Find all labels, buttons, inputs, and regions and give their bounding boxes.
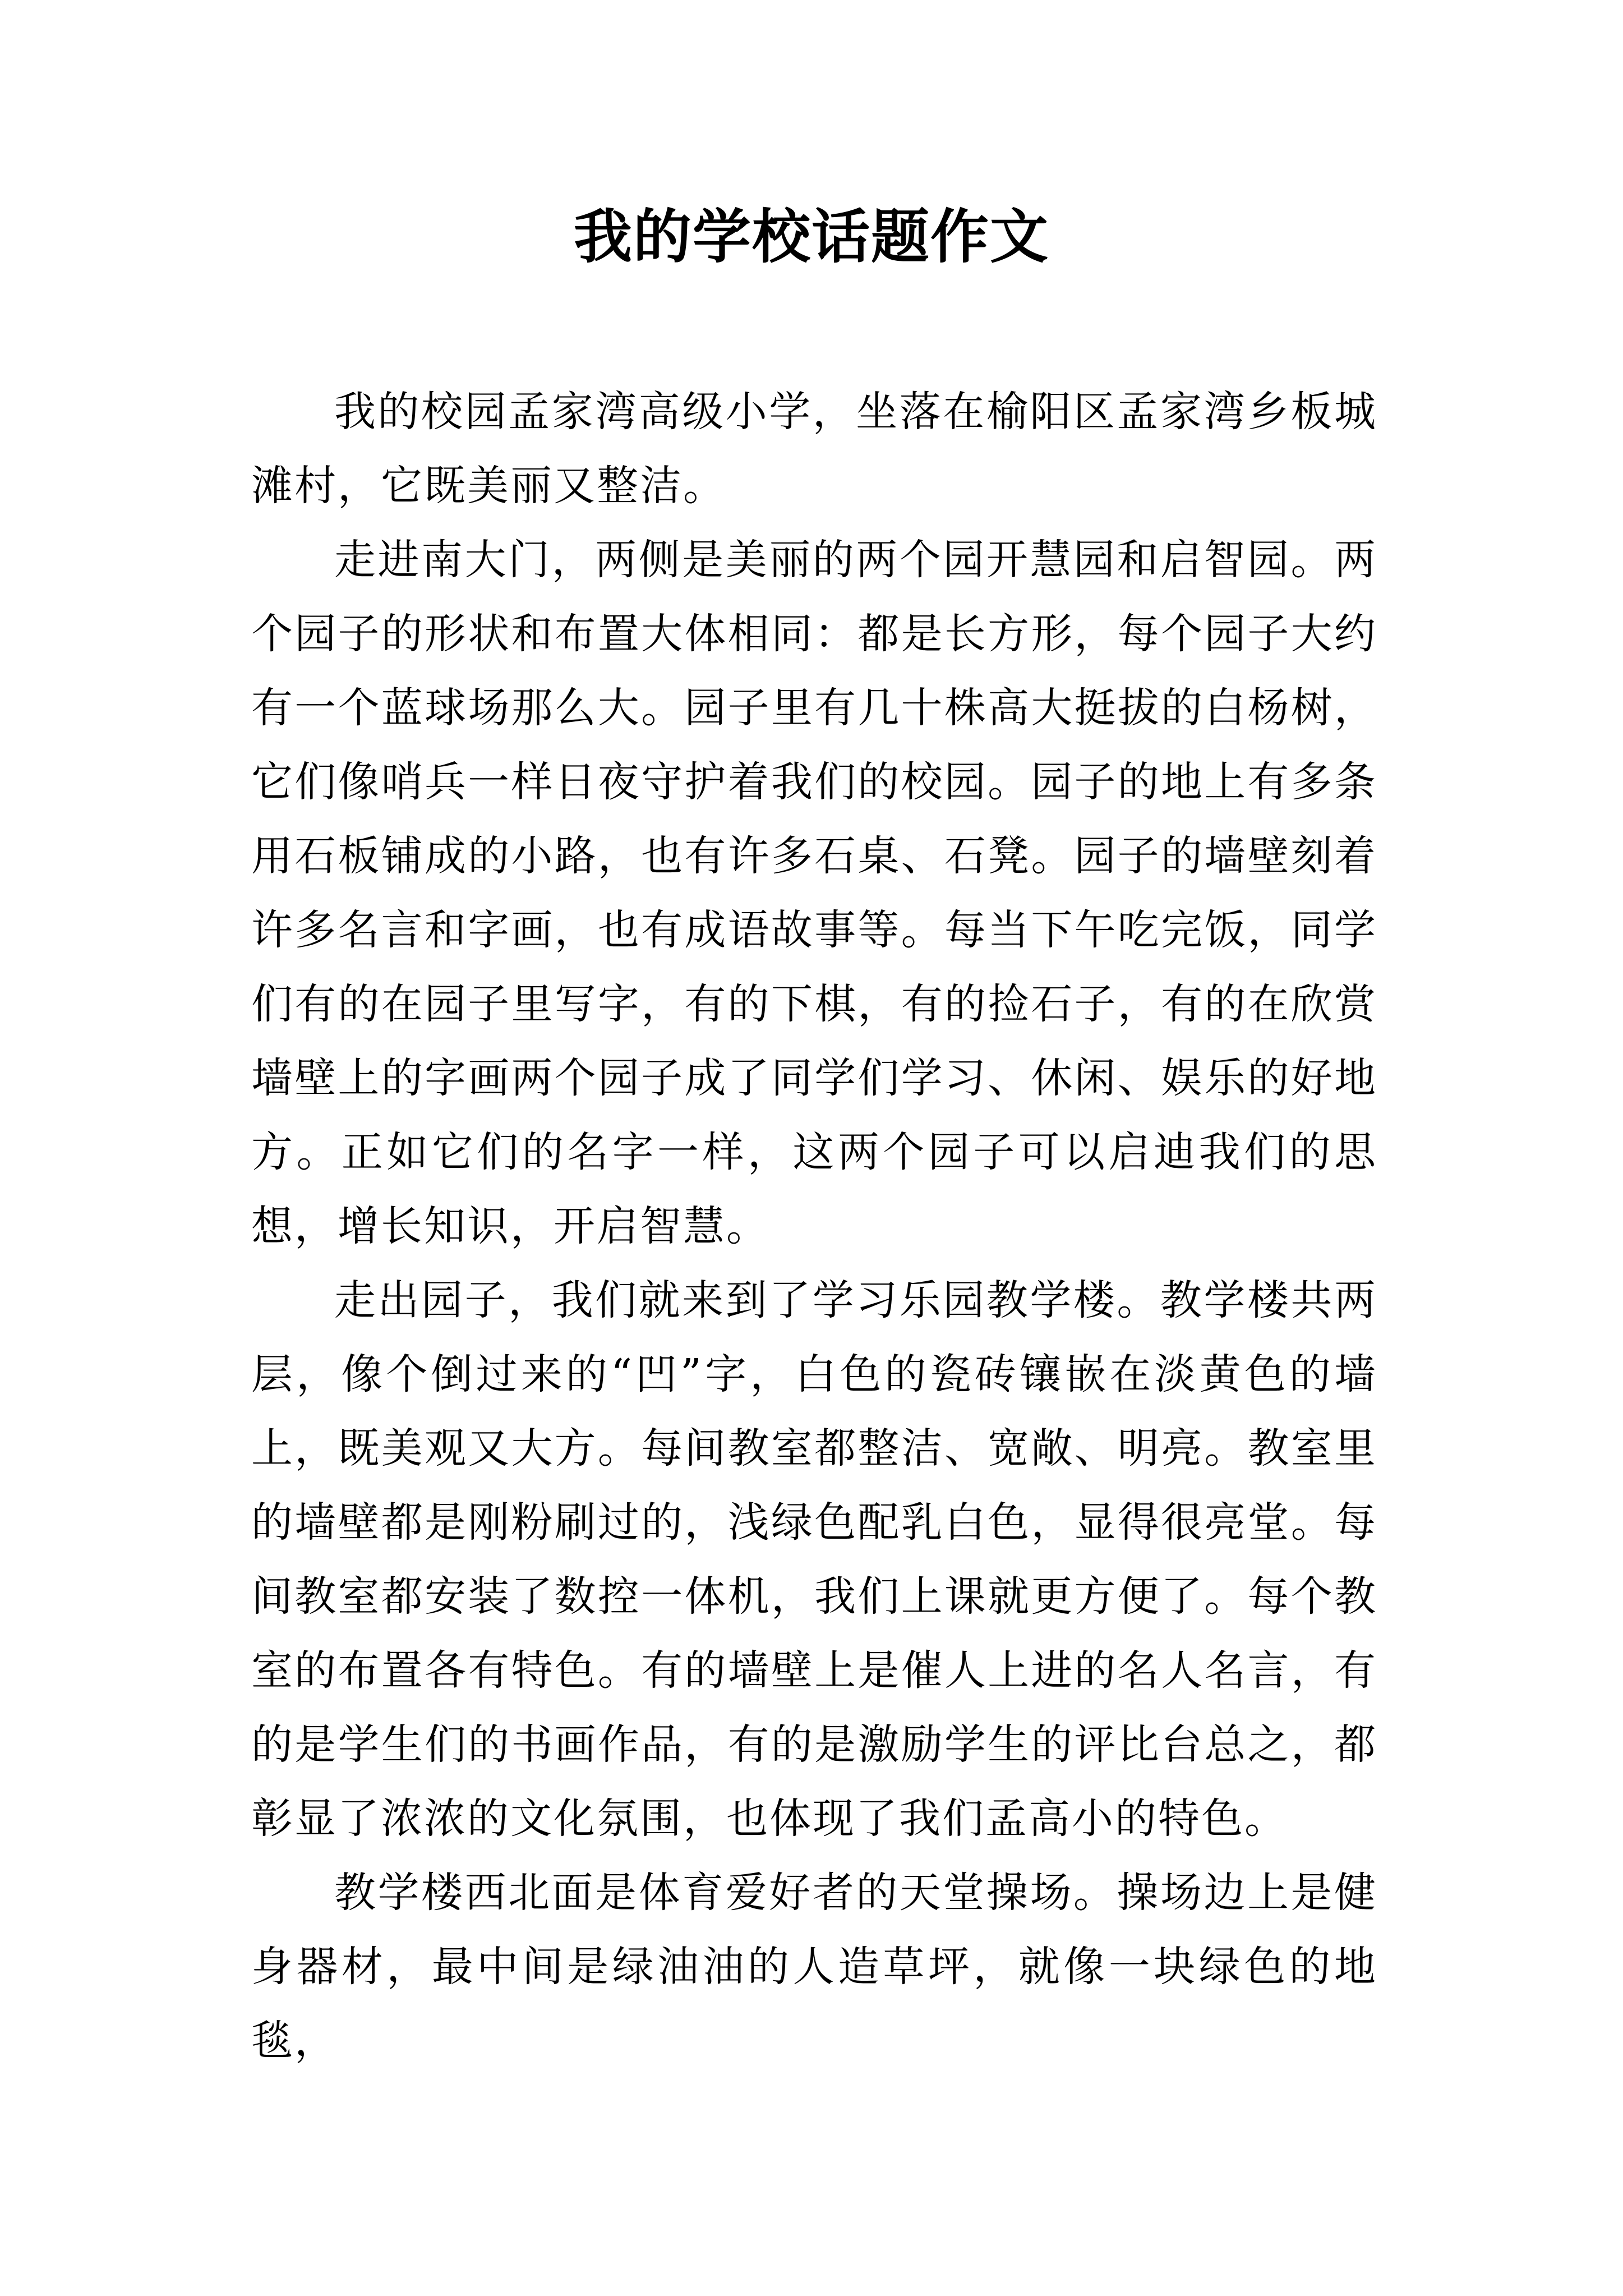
paragraph: 走出园子，我们就来到了学习乐园教学楼。教学楼共两层，像个倒过来的“凹”字，白色的瓷砖镶嵌在淡黄色的墙上，既美观又大方。每间教室都整洁、宽敞、明亮。教室里的墙壁都是刚粉刷过的，浅绿色配乳白色，显得很亮堂。每间教室都安装了数控一体机，我们上课就更方便了。每个教室的布置各有特色。有的墙壁上是催人上进的名人名言，有的是学生们的书画作品，有的是激励学生的评比台总之，都彰显了浓浓的文化氛围，也体现了我们孟高小的特色。 xyxy=(251,1276,1377,1843)
document-body xyxy=(251,375,1377,2078)
paragraph: 教学楼西北面是体育爱好者的天堂操场。操场边上是健身器材，最中间是绿油油的人造草坪，就像一块绿色的地毯， xyxy=(251,1869,1377,2065)
document-title: 我的学校话题作文 xyxy=(573,202,1049,271)
paragraph: 走进南大门，两侧是美丽的两个园开慧园和启智园。两个园子的形状和布置大体相同：都是长方形，每个园子大约有一个蓝球场那么大。园子里有几十株高大挺拔的白杨树，它们像哨兵一样日夜守护着我们的校园。园子的地上有多条用石板铺成的小路，也有许多石桌、石凳。园子的墙壁刻着许多名言和字画，也有成语故事等。每当下午吃完饭，同学们有的在园子里写字，有的下棋，有的捡石子，有的在欣赏墙壁上的字画两个园子成了同学们学习、休闲、娱乐的好地方。正如它们的名字一样，这两个园子可以启迪我们的思想，增长知识，开启智慧。 xyxy=(251,536,1377,1250)
paragraph: 我的校园孟家湾高级小学，坐落在榆阳区孟家湾乡板城滩村，它既美丽又整洁。 xyxy=(251,388,1377,510)
